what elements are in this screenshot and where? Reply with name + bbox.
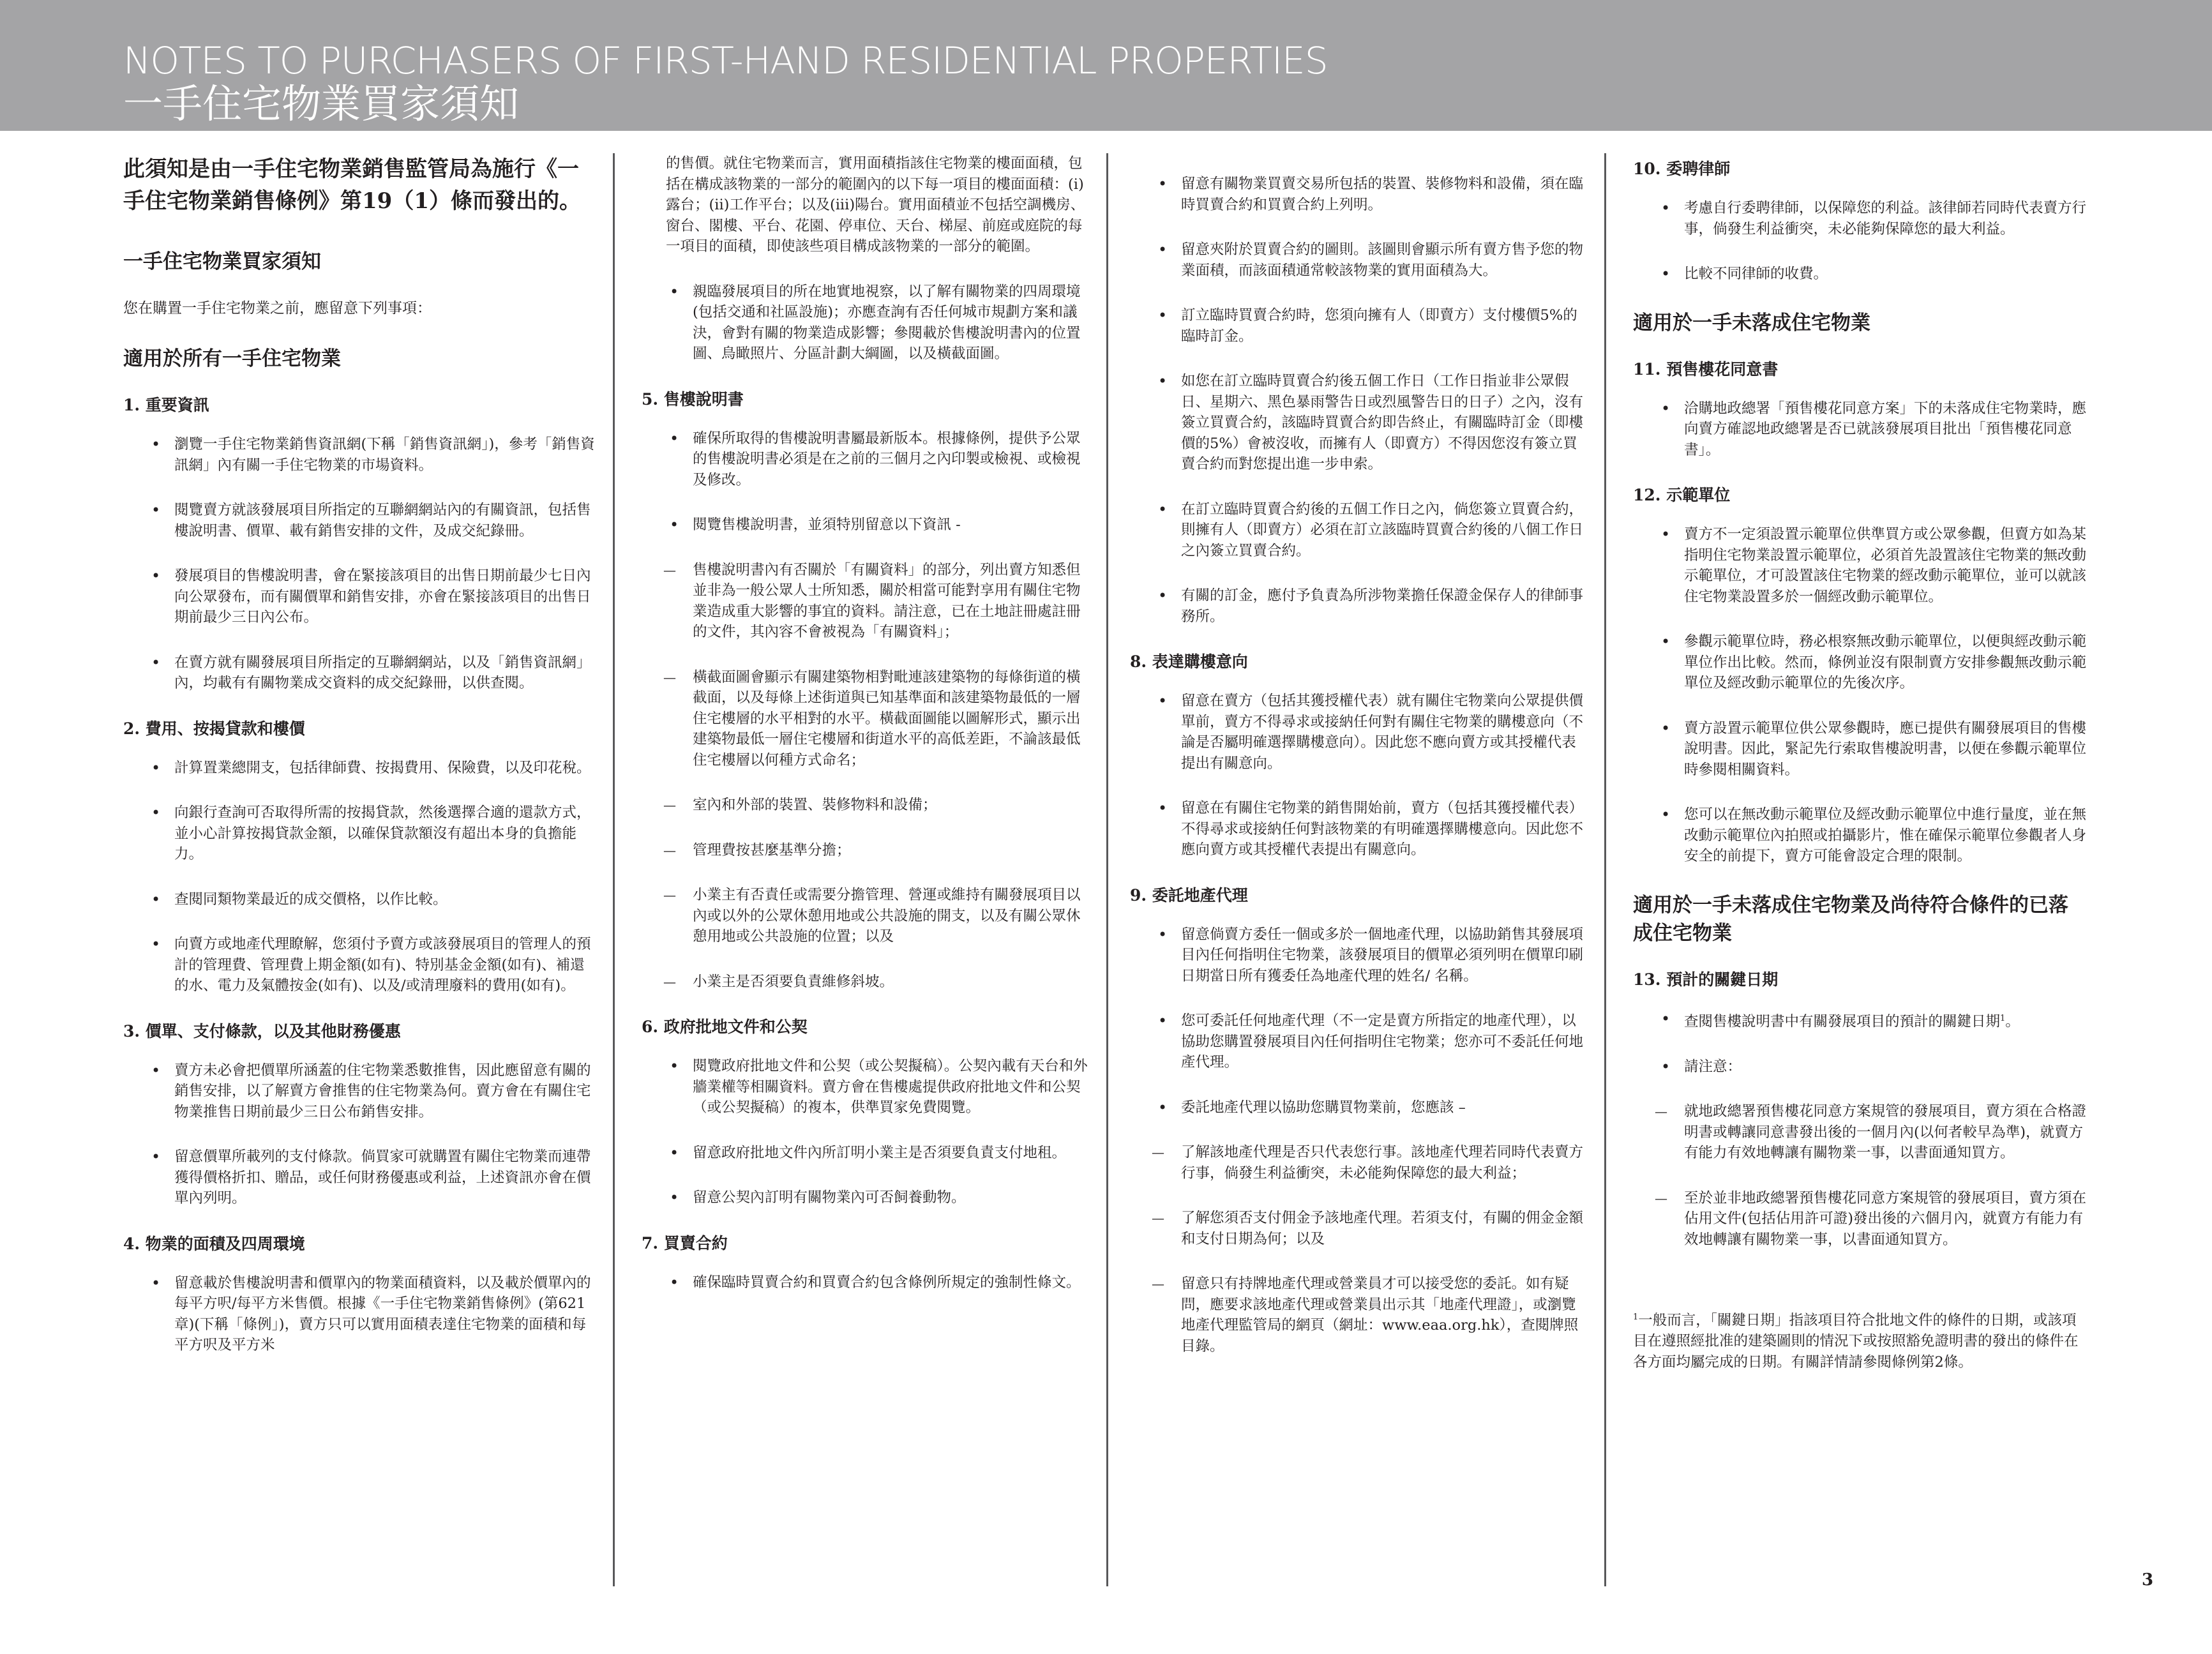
column-divider — [1106, 153, 1108, 1586]
section-title: 11. 預售樓花同意書 — [1633, 359, 1779, 379]
list-item: • 您可以在無改動示範單位及經改動示範單位中進行量度，並在無改動示範單位內拍照或拍攝影片，惟在確保示範單位參觀者人身安全的前提下，賣方可能會設定合理的限制。 — [1633, 804, 2086, 867]
list-item-end: 。 — [2005, 1013, 2020, 1030]
dash-item: — 就地政總署預售樓花同意方案規管的發展項目，賣方須在合格證明書或轉讓同意書發出後的一個月內(以何者較早為準)，就賣方有能力有效地轉讓有關物業一事，以書面通知買方。 — [1633, 1101, 2086, 1164]
list-item: • 留意載於售樓說明書和價單內的物業面積資料，以及載於價單內的每平方呎/每平方米售價。根據《一手住宅物業銷售條例》(第621章)(下稱「條例」)，賣方只可以實用面積表達住宅物業的面積和每平方呎及平方米 — [123, 1273, 596, 1356]
list-item: • 瀏覽一手住宅物業銷售資訊網(下稱「銷售資訊網」)，參考「銷售資訊網」內有關一手住宅物業的市場資料。 — [123, 434, 596, 476]
bullet-list — [642, 428, 1088, 993]
bullet-list — [1633, 524, 2086, 867]
list-item: • 閱覽售樓說明書，並須特別留意以下資訊 - — [642, 515, 1088, 536]
header-title-zh: 一手住宅物業買家須知 — [123, 80, 520, 127]
section-heading: 適用於一手未落成住宅物業 — [1633, 311, 1870, 335]
page-header — [0, 0, 2212, 131]
list-item: • 發展項目的售樓說明書，會在緊接該項目的出售日期前最少七日內向公眾發布，而有關價單和銷售安排，亦會在緊接該項目的出售日期前最少三日內公布。 — [123, 566, 596, 628]
bullet-list — [123, 1273, 596, 1356]
dash-item: — 橫截面圖會顯示有關建築物相對毗連該建築物的每條街道的橫截面，以及每條上述街道與已知基準面和該建築物最低的一層住宅樓層的水平相對的水平。橫截面圖能以圖解形式，顯示出建築物最低一層住宅樓層和街道水平的高低差距，不論該最低住宅樓層以何種方式命名； — [642, 667, 1088, 771]
list-item: • 訂立臨時買賣合約時，您須向擁有人（即賣方）支付樓價5%的臨時訂金。 — [1130, 305, 1586, 347]
list-item: • 計算置業總開支，包括律師費、按揭費用、保險費，以及印花稅。 — [123, 758, 596, 779]
bullet-list — [642, 1272, 1088, 1293]
list-item: • 向賣方或地產代理瞭解，您須付予賣方或該發展項目的管理人的預計的管理費、管理費上期金額(如有)、特別基金金額(如有)、補還的水、電力及氣體按金(如有)、以及/或清理廢料的費用(如有)。 — [123, 934, 596, 996]
list-item: • 留意價單所載列的支付條款。倘買家可就購置有關住宅物業而連帶獲得價格折扣、贈品，或任何財務優惠或利益，上述資訊亦會在價單內列明。 — [123, 1147, 596, 1209]
bullet-list — [1633, 1009, 2086, 1251]
dash-item: — 室內和外部的裝置、裝修物料和設備； — [642, 795, 1088, 816]
list-item: • 確保所取得的售樓說明書屬最新版本。根據條例，提供予公眾的售樓說明書必須是在之前的三個月之內印製或檢視、或檢視及修改。 — [642, 428, 1088, 491]
list-item: • 向銀行查詢可否取得所需的按揭貸款，然後選擇合適的還款方式，並小心計算按揭貸款金額，以確保貸款額沒有超出本身的負擔能力。 — [123, 802, 596, 865]
section-title: 12. 示範單位 — [1633, 486, 1731, 504]
dash-item: — 售樓說明書內有否關於「有關資料」的部分，列出賣方知悉但並非為一般公眾人士所知悉，關於相當可能對享用有關住宅物業造成重大影響的事宜的資料。請注意，已在土地註冊處註冊的文件，其內容不會被視為「有關資料」； — [642, 560, 1088, 643]
section-heading: 適用於一手未落成住宅物業及尚待符合條件的已落成住宅物業 — [1633, 893, 2068, 945]
section-title: 13. 預計的關鍵日期 — [1633, 970, 1779, 989]
list-item: • 留意公契內訂明有關物業內可否飼養動物。 — [642, 1187, 1088, 1208]
list-item: • 如您在訂立臨時買賣合約後五個工作日（工作日指並非公眾假日、星期六、黑色暴雨警告日或烈風警告日的日子）之內，沒有簽立買賣合約，該臨時買賣合約即告終止，有關臨時訂金（即樓價的5%）會被沒收，而擁有人（即賣方）不得因您沒有簽立買賣合約而對您提出進一步申索。 — [1130, 371, 1586, 475]
list-item: • 比較不同律師的收費。 — [1633, 264, 2086, 285]
list-item — [1633, 1009, 2086, 1032]
column-divider — [613, 153, 615, 1586]
list-item: • 洽購地政總署「預售樓花同意方案」下的未落成住宅物業時，應向賣方確認地政總署是否已就該發展項目批出「預售樓花同意書」。 — [1633, 398, 2086, 461]
list-item: • 親臨發展項目的所在地實地視察，以了解有關物業的四周環境(包括交通和社區設施)；亦應查詢有否任何城市規劃方案和議決，會對有關的物業造成影響；參閱載於售樓說明書內的位置圖、鳥瞰照片、分區計劃大綱圖，以及橫截面圖。 — [642, 282, 1088, 365]
dash-item: — 了解該地產代理是否只代表您行事。該地產代理若同時代表賣方行事，倘發生利益衝突，未必能夠保障您的最大利益； — [1130, 1142, 1586, 1184]
section-title: 9. 委託地產代理 — [1130, 885, 1248, 905]
intro-text: 您在購置一手住宅物業之前，應留意下列事項： — [123, 300, 432, 317]
dash-item: — 小業主有否責任或需要分擔管理、營運或維持有關發展項目以內或以外的公眾休憩用地或公共設施的開支，以及有關公眾休憩用地或公共設施的位置；以及 — [642, 885, 1088, 947]
list-item: • 留意倘賣方委任一個或多於一個地產代理，以協助銷售其發展項目內任何指明住宅物業，該發展項目的價單必須列明在價單印刷日期當日所有獲委任為地產代理的姓名/ 名稱。 — [1130, 924, 1586, 987]
bullet-list — [1130, 691, 1586, 861]
dash-item: — 了解您須否支付佣金予該地產代理。若須支付，有關的佣金金額和支付日期為何；以及 — [1130, 1208, 1586, 1249]
list-item: • 留意有關物業買賣交易所包括的裝置、裝修物料和設備，須在臨時買賣合約和買賣合約上列明。 — [1130, 174, 1586, 215]
footnote-mark: 1 — [1633, 1312, 1639, 1322]
list-item: • 參觀示範單位時，務必根察無改動示範單位，以便與經改動示範單位作出比較。然而，條例並沒有限制賣方安排參觀無改動示範單位及經改動示範單位的先後次序。 — [1633, 631, 2086, 694]
section-title: 5. 售樓說明書 — [642, 389, 744, 409]
lead-statement: 此須知是由一手住宅物業銷售監管局為施行《一手住宅物業銷售條例》第19（1）條而發出的。 — [123, 156, 581, 214]
section-title: 6. 政府批地文件和公契 — [642, 1018, 808, 1036]
list-item: • 在訂立臨時買賣合約後的五個工作日之內，倘您簽立買賣合約，則擁有人（即賣方）必須在訂立該臨時買賣合約後的八個工作日之內簽立買賣合約。 — [1130, 499, 1586, 562]
bullet-list — [642, 153, 1088, 365]
column-1 — [123, 153, 596, 1602]
column-3 — [1130, 153, 1586, 1602]
list-item: • 確保臨時買賣合約和買賣合約包含條例所規定的強制性條文。 — [642, 1272, 1088, 1293]
section-title: 4. 物業的面積及四周環境 — [123, 1234, 305, 1253]
section-title: 7. 買賣合約 — [642, 1233, 728, 1252]
dash-item: — 留意只有持牌地產代理或營業員才可以接受您的委託。如有疑問，應要求該地產代理或營業員出示其「地產代理證」，或瀏覽地產代理監管局的網頁（網址：www.eaa.org.hk），查閱牌照目錄。 — [1130, 1274, 1586, 1357]
dash-item: — 至於並非地政總署預售樓花同意方案規管的發展項目，賣方須在佔用文件(包括佔用許可證)發出後的六個月內，就賣方有能力有效地轉讓有關物業一事，以書面通知買方。 — [1633, 1188, 2086, 1251]
footnote — [1633, 1307, 2086, 1372]
section-title: 1. 重要資訊 — [123, 396, 209, 414]
list-item: • 賣方未必會把價單所涵蓋的住宅物業悉數推售，因此應留意有關的銷售安排，以了解賣方會推售的住宅物業為何。賣方會在有關住宅物業推售日期前最少三日公布銷售安排。 — [123, 1060, 596, 1123]
section-heading: 適用於所有一手住宅物業 — [123, 347, 341, 370]
footnote-ref: 1 — [2000, 1013, 2006, 1023]
list-item: • 賣方設置示範單位供公眾參觀時，應已提供有關發展項目的售樓說明書。因此，緊記先行索取售樓說明書，以便在參觀示範單位時參閱相關資料。 — [1633, 718, 2086, 781]
list-item-continued: 的售價。就住宅物業而言，實用面積指該住宅物業的樓面面積，包括在構成該物業的一部分的範圍內的以下每一項目的樓面面積：(i)露台；(ii)工作平台；以及(iii)陽台。實用面積並不包括空調機房、窗台、閣樓、平台、花園、停車位、天台、梯屋、前庭或庭院的每一項目的面積，即使該些項目構成該物業的一部分的範圍。 — [666, 155, 1085, 255]
list-item: • 留意夾附於買賣合約的圖則。該圖則會顯示所有賣方售予您的物業面積，而該面積通常較該物業的實用面積為大。 — [1130, 239, 1586, 281]
page-number: 3 — [2142, 1570, 2154, 1590]
list-item: • 請注意： — [1633, 1056, 2086, 1078]
column-4 — [1633, 153, 2086, 1602]
list-item: • 閱覽政府批地文件和公契（或公契擬稿）。公契內載有天台和外牆業權等相關資料。賣方會在售樓處提供政府批地文件和公契（或公契擬稿）的複本，供準買家免費閱覽。 — [642, 1056, 1088, 1118]
list-item: • 委託地產代理以協助您購買物業前，您應該 – — [1130, 1097, 1586, 1118]
list-item-text: 查閱售樓說明書中有關發展項目的預計的關鍵日期 — [1684, 1013, 2001, 1030]
column-2 — [642, 153, 1088, 1602]
column-divider — [1604, 153, 1606, 1586]
section-title: 2. 費用、按揭貸款和樓價 — [123, 719, 305, 738]
bullet-list — [123, 758, 596, 996]
section-title: 10. 委聘律師 — [1633, 160, 1731, 178]
bullet-list — [642, 1056, 1088, 1208]
list-item: • 考慮自行委聘律師，以保障您的利益。該律師若同時代表賣方行事，倘發生利益衝突，未必能夠保障您的最大利益。 — [1633, 198, 2086, 239]
list-item: • 在賣方就有關發展項目所指定的互聯網網站，以及「銷售資訊網」內，均載有有關物業成交資料的成交紀錄冊，以供查閱。 — [123, 652, 596, 694]
header-title-en: NOTES TO PURCHASERS OF FIRST-HAND RESIDENTIAL PROPERTIES — [123, 39, 1328, 82]
list-item: • 有關的訂金，應付予負責為所涉物業擔任保證金保存人的律師事務所。 — [1130, 585, 1586, 627]
bullet-list — [123, 1060, 596, 1209]
footnote-text: 一般而言，「關鍵日期」指該項目符合批地文件的條件的日期，或該項目在遵照經批准的建築圖則的情況下或按照豁免證明書的發出的條件在各方面均屬完成的日期。有關詳情請參閱條例第2條。 — [1633, 1312, 2079, 1371]
section-title: 8. 表達購樓意向 — [1130, 652, 1248, 671]
bullet-list — [1633, 198, 2086, 285]
list-item: • 留意在賣方（包括其獲授權代表）就有關住宅物業向公眾提供價單前，賣方不得尋求或接納任何對有關住宅物業的購樓意向（不論是否屬明確選擇購樓意向）。因此您不應向賣方或其授權代表提出有關意向。 — [1130, 691, 1586, 774]
list-item: • 您可委託任何地產代理（不一定是賣方所指定的地產代理），以協助您購置發展項目內任何指明住宅物業；您亦可不委託任何地產代理。 — [1130, 1011, 1586, 1073]
bullet-list — [1130, 924, 1586, 1357]
bullet-list — [123, 434, 596, 694]
list-item: • 查閱同類物業最近的成交價格，以作比較。 — [123, 889, 596, 910]
bullet-list — [1130, 174, 1586, 627]
list-item: • 留意在有關住宅物業的銷售開始前，賣方（包括其獲授權代表）不得尋求或接納任何對該物業的有明確選擇購樓意向。因此您不應向賣方或其授權代表提出有關意向。 — [1130, 798, 1586, 861]
list-item: • 留意政府批地文件內所訂明小業主是否須要負責支付地租。 — [642, 1143, 1088, 1164]
notes-title: 一手住宅物業買家須知 — [123, 250, 321, 273]
list-item: • 賣方不一定須設置示範單位供準買方或公眾參觀，但賣方如為某指明住宅物業設置示範單位，必須首先設置該住宅物業的無改動示範單位，才可設置該住宅物業的經改動示範單位，並可以就該住宅物業設置多於一個經改動示範單位。 — [1633, 524, 2086, 607]
dash-item: — 管理費按甚麼基準分擔； — [642, 840, 1088, 861]
list-item: • 閱覽賣方就該發展項目所指定的互聯網網站內的有關資訊，包括售樓說明書、價單、載有銷售安排的文件，及成交紀錄冊。 — [123, 500, 596, 541]
bullet-list — [1633, 398, 2086, 461]
section-title: 3. 價單、支付條款，以及其他財務優惠 — [123, 1021, 401, 1041]
dash-item: — 小業主是否須要負責維修斜坡。 — [642, 972, 1088, 993]
